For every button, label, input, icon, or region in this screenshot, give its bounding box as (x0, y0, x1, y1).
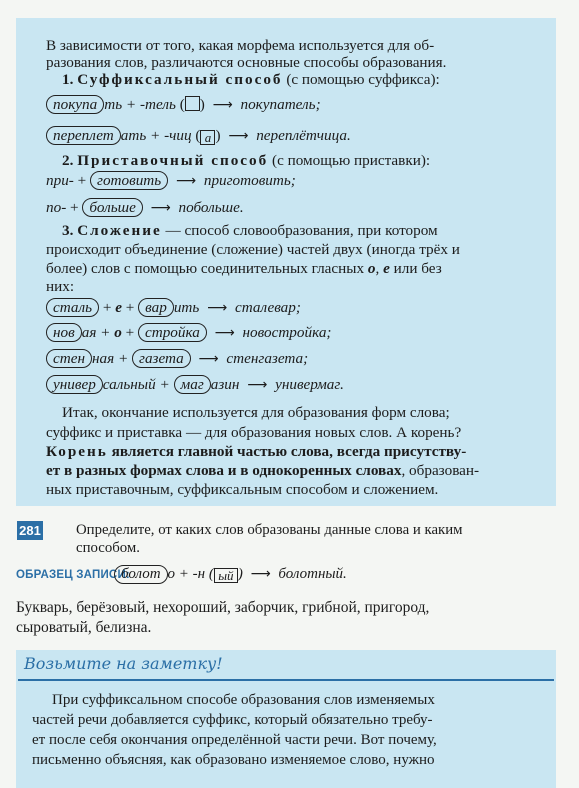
arrow-icon: ⟶ (150, 200, 171, 216)
note-line-3: ет после себя окончания определённой части речи. Вот почему, (32, 732, 437, 748)
ending-box: ый (214, 568, 238, 583)
method-3-name: Сложение (77, 222, 162, 239)
compound-1: сталь + е + вар ить ⟶ сталевар; (46, 298, 301, 318)
exercise-words-line-2: сыроватый, белизна. (16, 619, 152, 636)
note-line-4: письменно объясняя, как образовано изменяемое слово, нужно (32, 752, 435, 768)
root-oval: болот (114, 565, 168, 584)
arrow-icon: ⟶ (214, 325, 235, 341)
suffix: -н (192, 566, 206, 582)
exercise-task-line-1: Определите, от каких слов образованы данные слова и каким (76, 522, 463, 538)
arrow-icon: ⟶ (207, 300, 228, 316)
arrow-icon: ⟶ (198, 351, 219, 367)
arrow-icon: ⟶ (250, 566, 271, 582)
compound-2: нов ая + о + стройка ⟶ новостройка; (46, 323, 331, 343)
method-3-line-4: них: (46, 278, 75, 295)
example-3: при- + готовить ⟶ приготовить; (46, 172, 296, 189)
root-oval: переплет (46, 126, 121, 145)
word-oval: больше (82, 198, 142, 217)
summary-line-4: ет в разных формах слова и в однокоренных словах, образован- (46, 462, 480, 479)
root-oval: покупа (46, 95, 104, 114)
compound-3: стен ная + газета ⟶ стенгазета; (46, 349, 308, 369)
sample-example: болот о + -н ( ый ) ⟶ болотный. (114, 565, 347, 584)
method-3-heading: 3. Сложение — способ словообразования, при котором (62, 222, 438, 239)
arrow-icon: ⟶ (228, 128, 249, 144)
summary-line-5: ных приставочным, суффиксальным способом и сложением. (46, 481, 439, 498)
arrow-icon: ⟶ (212, 97, 233, 113)
intro-line-1: В зависимости от того, какая морфема используется для об- (46, 37, 435, 54)
ending-box: а (200, 130, 215, 145)
method-2-heading: 2. Приставочный способ (с помощью приставки): (62, 152, 431, 169)
note-line-2: частей речи добавляется суффикс, который обязательно требу- (32, 712, 433, 728)
note-title: Возьмите на заметку! (24, 654, 223, 673)
method-3-line-3: более) слов с помощью соединительных гласных о, е или без (46, 260, 442, 277)
method-1-heading: 1. Суффиксальный способ (с помощью суффикса): (62, 71, 440, 88)
arrow-icon: ⟶ (175, 173, 197, 189)
note-line-1: При суффиксальном способе образования слов изменяемых (52, 692, 435, 708)
method-2-name: Приставочный способ (77, 152, 269, 169)
summary-line-3: Корень является главной частью слова, всегда присутству- (46, 443, 467, 460)
arrow-icon: ⟶ (247, 377, 268, 393)
method-3-line-2: происходит объединение (сложение) частей двух (иногда трёх и (46, 241, 460, 258)
exercise-words-line-1: Букварь, берёзовый, нехороший, заборчик, грибной, пригород, (16, 599, 430, 616)
method-1-name: Суффиксальный способ (77, 71, 283, 88)
word-oval: готовить (90, 171, 168, 190)
exercise-number-badge: 281 (17, 521, 43, 540)
summary-line-1: Итак, окончание используется для образования форм слова; (62, 404, 450, 421)
sample-label: ОБРАЗЕЦ ЗАПИСИ: (16, 569, 130, 581)
prefix: при- (46, 172, 74, 189)
suffix: -чиц (164, 127, 192, 144)
example-2: переплет ать + -чиц ( а ) ⟶ переплётчица. (46, 126, 351, 146)
exercise-task-line-2: способом. (76, 540, 140, 556)
example-4: по- + больше ⟶ побольше. (46, 199, 244, 216)
suffix: -тель (139, 96, 176, 113)
intro-line-2: разования слов, различаются основные способы образования. (46, 54, 447, 71)
prefix: по- (46, 199, 67, 216)
example-1: покупа ть + -тель ( ) ⟶ покупатель; (46, 95, 321, 115)
summary-line-2: суффикс и приставка — для образования новых слов. А корень? (46, 424, 462, 441)
note-divider (18, 679, 554, 681)
ending-box (185, 96, 200, 111)
compound-4: универ сальный + маг азин ⟶ универмаг. (46, 375, 344, 395)
